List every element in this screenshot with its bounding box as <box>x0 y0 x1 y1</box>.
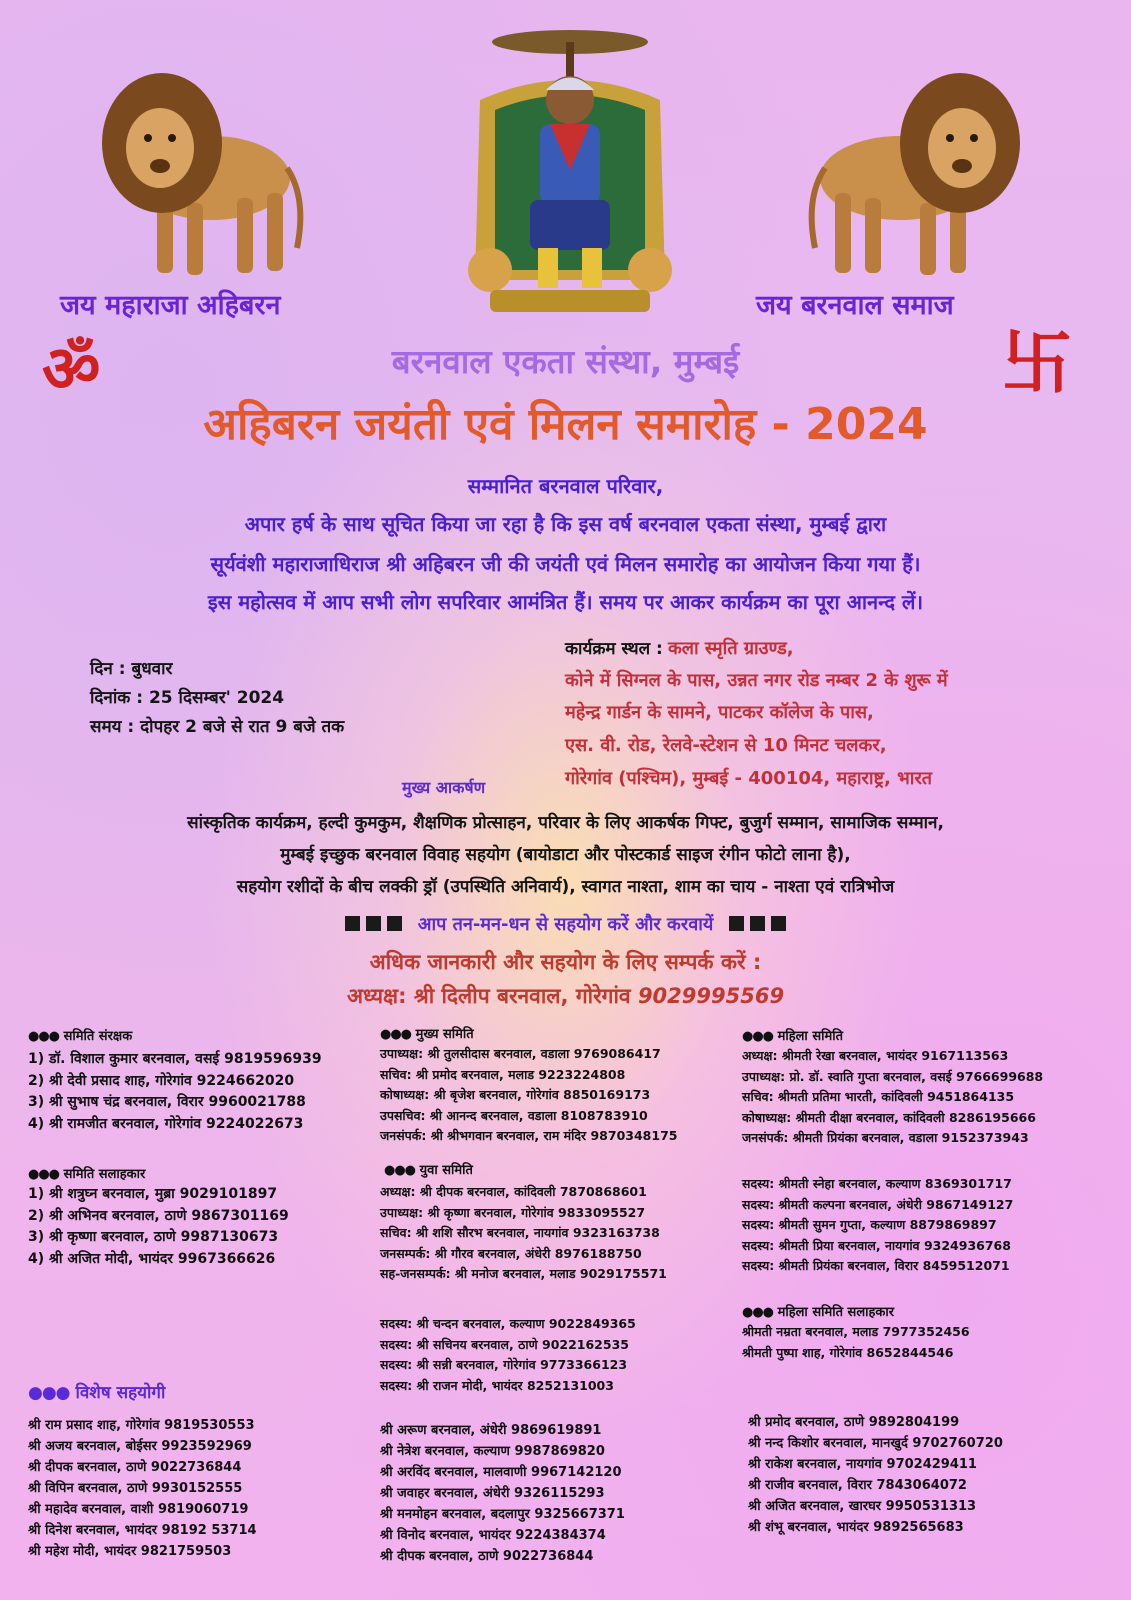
patrons-list <box>28 1049 322 1135</box>
special-list-2 <box>380 1420 625 1567</box>
square-bullet <box>345 916 360 931</box>
youth-committee-title: युवा समिति <box>419 1163 473 1178</box>
list-item: सदस्य: श्रीमती स्नेहा बरनवाल, कल्याण 8369301717 <box>742 1176 1012 1191</box>
women-committee-heading: ●●● महिला समिति <box>742 1029 844 1044</box>
list-item: श्री दीपक बरनवाल, ठाणे 9022736844 <box>380 1549 594 1564</box>
square-bullet <box>771 916 786 931</box>
event-day: दिन : बुधवार <box>90 659 173 679</box>
women-advisors-heading: ●●● महिला समिति सलाहकार <box>742 1305 895 1320</box>
advisors-heading: ●●● समिति सलाहकार <box>28 1167 146 1182</box>
list-item: श्री मनमोहन बरनवाल, बदलापुर 9325667371 <box>380 1507 625 1522</box>
om-icon: ॐ <box>42 333 101 407</box>
list-item: सदस्य: श्रीमती प्रियंका बरनवाल, विरार 8459512071 <box>742 1258 1010 1273</box>
list-item: श्री प्रमोद बरनवाल, ठाणे 9892804199 <box>748 1415 960 1430</box>
appeal-line <box>0 912 1131 936</box>
youth-committee-heading: ●●● युवा समिति <box>384 1163 473 1178</box>
list-item: श्री विनोद बरनवाल, भायंदर 9224384374 <box>380 1528 606 1543</box>
event-date: दिनांक : 25 दिसम्बर' 2024 <box>90 688 285 708</box>
advisors-title: समिति सलाहकार <box>63 1167 146 1182</box>
contact-line: अधिक जानकारी और सहयोग के लिए सम्पर्क करें : <box>369 950 762 974</box>
list-item: 4) श्री अजित मोदी, भायंदर 9967366626 <box>28 1250 276 1267</box>
list-item: कोषाध्यक्ष: श्रीमती दीक्षा बरनवाल, कांदिवली 8286195666 <box>742 1109 1036 1125</box>
list-item: सदस्य: श्री सचिनय बरनवाल, ठाणे 9022162535 <box>380 1336 629 1352</box>
list-item: 2) श्री अभिनव बरनवाल, ठाणे 9867301169 <box>28 1207 289 1224</box>
list-item: कोषाध्यक्ष: श्री बृजेश बरनवाल, गोरेगांव 8850169173 <box>380 1087 651 1102</box>
list-item: श्री अरविंद बरनवाल, मालवाणी 9967142120 <box>380 1465 622 1480</box>
list-item: श्री राकेश बरनवाल, नायगांव 9702429411 <box>748 1457 977 1472</box>
president-name: अध्यक्ष: श्री दिलीप बरनवाल, गोरेगांव <box>346 984 631 1008</box>
list-item: श्री जवाहर बरनवाल, अंधेरी 9326115293 <box>380 1486 605 1501</box>
women-committee-list <box>742 1046 1043 1149</box>
intro-line-3: इस महोत्सव में आप सभी लोग सपरिवार आमंत्रित हैं। समय पर आकर कार्यक्रम का पूरा आनन्द लें। <box>207 590 924 614</box>
king-throne-image <box>460 20 680 320</box>
square-bullet <box>729 916 744 931</box>
list-item: सदस्य: श्री राजन मोदी, भायंदर 8252131003 <box>380 1377 614 1393</box>
list-item: श्री अजय बरनवाल, बोईसर 9923592969 <box>28 1439 252 1454</box>
list-item: उपाध्यक्ष: श्री कृष्णा बरनवाल, गोरेगांव 9833095527 <box>380 1204 646 1220</box>
president-phone[interactable]: 9029995569 <box>637 984 785 1008</box>
venue-line-4: एस. वी. रोड, रेलवे-स्टेशन से 10 मिनट चलकर, <box>565 735 887 756</box>
list-item: श्री अजित बरनवाल, खारघर 9950531313 <box>748 1499 977 1514</box>
greeting: सम्मानित बरनवाल परिवार, <box>467 474 664 498</box>
square-bullet <box>387 916 402 931</box>
list-item: श्री दीपक बरनवाल, ठाणे 9022736844 <box>28 1460 242 1475</box>
main-committee-list <box>380 1044 677 1147</box>
list-item: श्री राम प्रसाद शाह, गोरेगांव 9819530553 <box>28 1418 255 1433</box>
organization-name: बरनवाल एकता संस्था, मुम्बई <box>391 342 740 381</box>
event-time: समय : दोपहर 2 बजे से रात 9 बजे तक <box>90 717 345 737</box>
list-item: सदस्य: श्रीमती सुमन गुप्ता, कल्याण 8879869897 <box>742 1217 997 1232</box>
patrons-heading: ●●● समिति संरक्षक <box>28 1029 133 1044</box>
list-item: सचिव: श्री शशि सौरभ बरनवाल, नायगांव 9323163738 <box>380 1225 660 1240</box>
intro-line-1: अपार हर्ष के साथ सूचित किया जा रहा है कि इस वर्ष बरनवाल एकता संस्था, मुम्बई द्वारा <box>244 512 887 536</box>
list-item: 1) डॉ. विशाल कुमार बरनवाल, वसई 9819596939 <box>28 1051 322 1067</box>
special-list-3 <box>748 1412 1003 1538</box>
list-item: सचिव: श्रीमती प्रतिमा भारती, कांदिवली 9451864135 <box>742 1089 1015 1104</box>
list-item: जनसंपर्क: श्रीमती प्रियंका बरनवाल, वडाला 9152373943 <box>742 1130 1029 1145</box>
list-item: श्रीमती नम्रता बरनवाल, मलाड 7977352456 <box>742 1324 970 1339</box>
list-item: श्री महादेव बरनवाल, वाशी 9819060719 <box>28 1502 249 1517</box>
venue-label: कार्यक्रम स्थल : <box>565 639 663 659</box>
list-item: श्री दिनेश बरनवाल, भायंदर 98192 53714 <box>28 1523 257 1538</box>
list-item: सदस्य: श्रीमती प्रिया बरनवाल, नायगांव 9324936768 <box>742 1237 1011 1253</box>
attractions-line-3: सहयोग रशीदों के बीच लक्की ड्रॉ (उपस्थिति अनिवार्य), स्वागत नाश्ता, शाम का चाय - नाश्ता एवं रात्रिभोज <box>236 877 895 897</box>
list-item: 3) श्री सुभाष चंद्र बरनवाल, विरार 9960021788 <box>28 1094 306 1110</box>
list-item: सदस्य: श्री सन्नी बरनवाल, गोरेगांव 9773366123 <box>380 1357 628 1372</box>
youth-members-list <box>380 1314 636 1396</box>
main-committee-title: मुख्य समिति <box>415 1027 474 1042</box>
special-list-1 <box>28 1415 257 1562</box>
lion-left-image <box>92 58 312 283</box>
list-item: अध्यक्ष: श्रीमती रेखा बरनवाल, भायंदर 9167113563 <box>742 1048 1009 1063</box>
list-item: श्री नेत्रेश बरनवाल, कल्याण 9987869820 <box>380 1444 605 1459</box>
special-title: विशेष सहयोगी <box>75 1383 166 1403</box>
venue-line-5: गोरेगांव (पश्चिम), मुम्बई - 400104, महाराष्ट्र, भारत <box>565 768 933 789</box>
list-item: श्री शंभू बरनवाल, भायंदर 9892565683 <box>748 1520 964 1535</box>
list-item: सदस्य: श्रीमती कल्पना बरनवाल, अंधेरी 9867149127 <box>742 1196 1014 1212</box>
list-item: 1) श्री शत्रुघ्न बरनवाल, मुब्रा 9029101897 <box>28 1186 278 1202</box>
left-slogan: जय महाराजा अहिबरन <box>60 290 281 321</box>
women-advisors-title: महिला समिति सलाहकार <box>777 1305 895 1320</box>
attractions-line-2: मुम्बई इच्छुक बरनवाल विवाह सहयोग (बायोडाटा और पोस्टकार्ड साइज रंगीन फोटो लाना है), <box>280 845 851 865</box>
list-item: अध्यक्ष: श्री दीपक बरनवाल, कांदिवली 7870868601 <box>380 1184 647 1199</box>
women-committee-title: महिला समिति <box>777 1029 844 1044</box>
intro-line-2: सूर्यवंशी महाराजाधिराज श्री अहिबरन जी की जयंती एवं मिलन समारोह का आयोजन किया गया हैं। <box>210 552 921 576</box>
list-item: सचिव: श्री प्रमोद बरनवाल, मलाड 9223224808 <box>380 1066 626 1082</box>
women-members-list <box>742 1174 1013 1277</box>
list-item: सदस्य: श्री चन्दन बरनवाल, कल्याण 9022849365 <box>380 1316 636 1331</box>
appeal-text: आप तन-मन-धन से सहयोग करें और करवायें <box>417 914 714 935</box>
advisors-list <box>28 1184 289 1270</box>
women-advisors-list <box>742 1322 970 1363</box>
patrons-title: समिति संरक्षक <box>63 1029 133 1044</box>
list-item: सह-जनसम्पर्क: श्री मनोज बरनवाल, मलाड 9029175571 <box>380 1266 667 1281</box>
list-item: उपसचिव: श्री आनन्द बरनवाल, वडाला 8108783910 <box>380 1107 648 1123</box>
youth-committee-list <box>380 1182 667 1285</box>
attractions-line-1: सांस्कृतिक कार्यक्रम, हल्दी कुमकुम, शैक्षणिक प्रोत्साहन, परिवार के लिए आकर्षक गिफ्ट, बुजुर्ग सम्मान, सामाजिक सम्मान, <box>187 813 944 833</box>
swastik-icon: 卐 <box>1002 322 1072 404</box>
square-bullet <box>750 916 765 931</box>
venue-line-1: कला स्मृति ग्राउण्ड, <box>667 638 794 659</box>
lion-right-image <box>800 58 1030 283</box>
list-item: श्रीमती पुष्पा शाह, गोरेगांव 8652844546 <box>742 1344 954 1360</box>
list-item: श्री राजीव बरनवाल, विरार 7843064072 <box>748 1478 967 1493</box>
event-title: अहिबरन जयंती एवं मिलन समारोह - 2024 <box>203 399 928 450</box>
special-heading: ●●● विशेष सहयोगी <box>28 1383 166 1403</box>
list-item: उपाध्यक्ष: प्रो. डॉ. स्वाति गुप्ता बरनवाल, वसई 9766699688 <box>742 1068 1044 1084</box>
list-item: श्री विपिन बरनवाल, ठाणे 9930152555 <box>28 1481 243 1496</box>
list-item: श्री नन्द किशोर बरनवाल, मानखुर्द 9702760720 <box>748 1436 1003 1451</box>
list-item: जनसंपर्क: श्री श्रीभगवान बरनवाल, राम मंदिर 9870348175 <box>380 1128 678 1143</box>
list-item: श्री अरूण बरनवाल, अंधेरी 9869619891 <box>380 1423 602 1438</box>
right-slogan: जय बरनवाल समाज <box>756 290 954 321</box>
venue-line-3: महेन्द्र गार्डन के सामने, पाटकर कॉलेज के पास, <box>565 702 874 723</box>
list-item: जनसम्पर्क: श्री गौरव बरनवाल, अंधेरी 8976188750 <box>380 1245 642 1261</box>
attractions-heading: मुख्य आकर्षण <box>402 778 486 797</box>
list-item: 2) श्री देवी प्रसाद शाह, गोरेगांव 9224662020 <box>28 1072 295 1089</box>
contact-president <box>0 982 1131 1010</box>
venue-block <box>565 636 794 660</box>
list-item: 3) श्री कृष्णा बरनवाल, ठाणे 9987130673 <box>28 1229 279 1245</box>
square-bullet <box>366 916 381 931</box>
list-item: श्री महेश मोदी, भायंदर 9821759503 <box>28 1544 232 1559</box>
list-item: उपाध्यक्ष: श्री तुलसीदास बरनवाल, वडाला 9769086417 <box>380 1046 661 1061</box>
venue-line-2: कोने में सिग्नल के पास, उन्नत नगर रोड नम्बर 2 के शुरू में <box>565 670 948 691</box>
main-committee-heading: ●●● मुख्य समिति <box>380 1027 474 1042</box>
list-item: 4) श्री रामजीत बरनवाल, गोरेगांव 9224022673 <box>28 1115 304 1132</box>
